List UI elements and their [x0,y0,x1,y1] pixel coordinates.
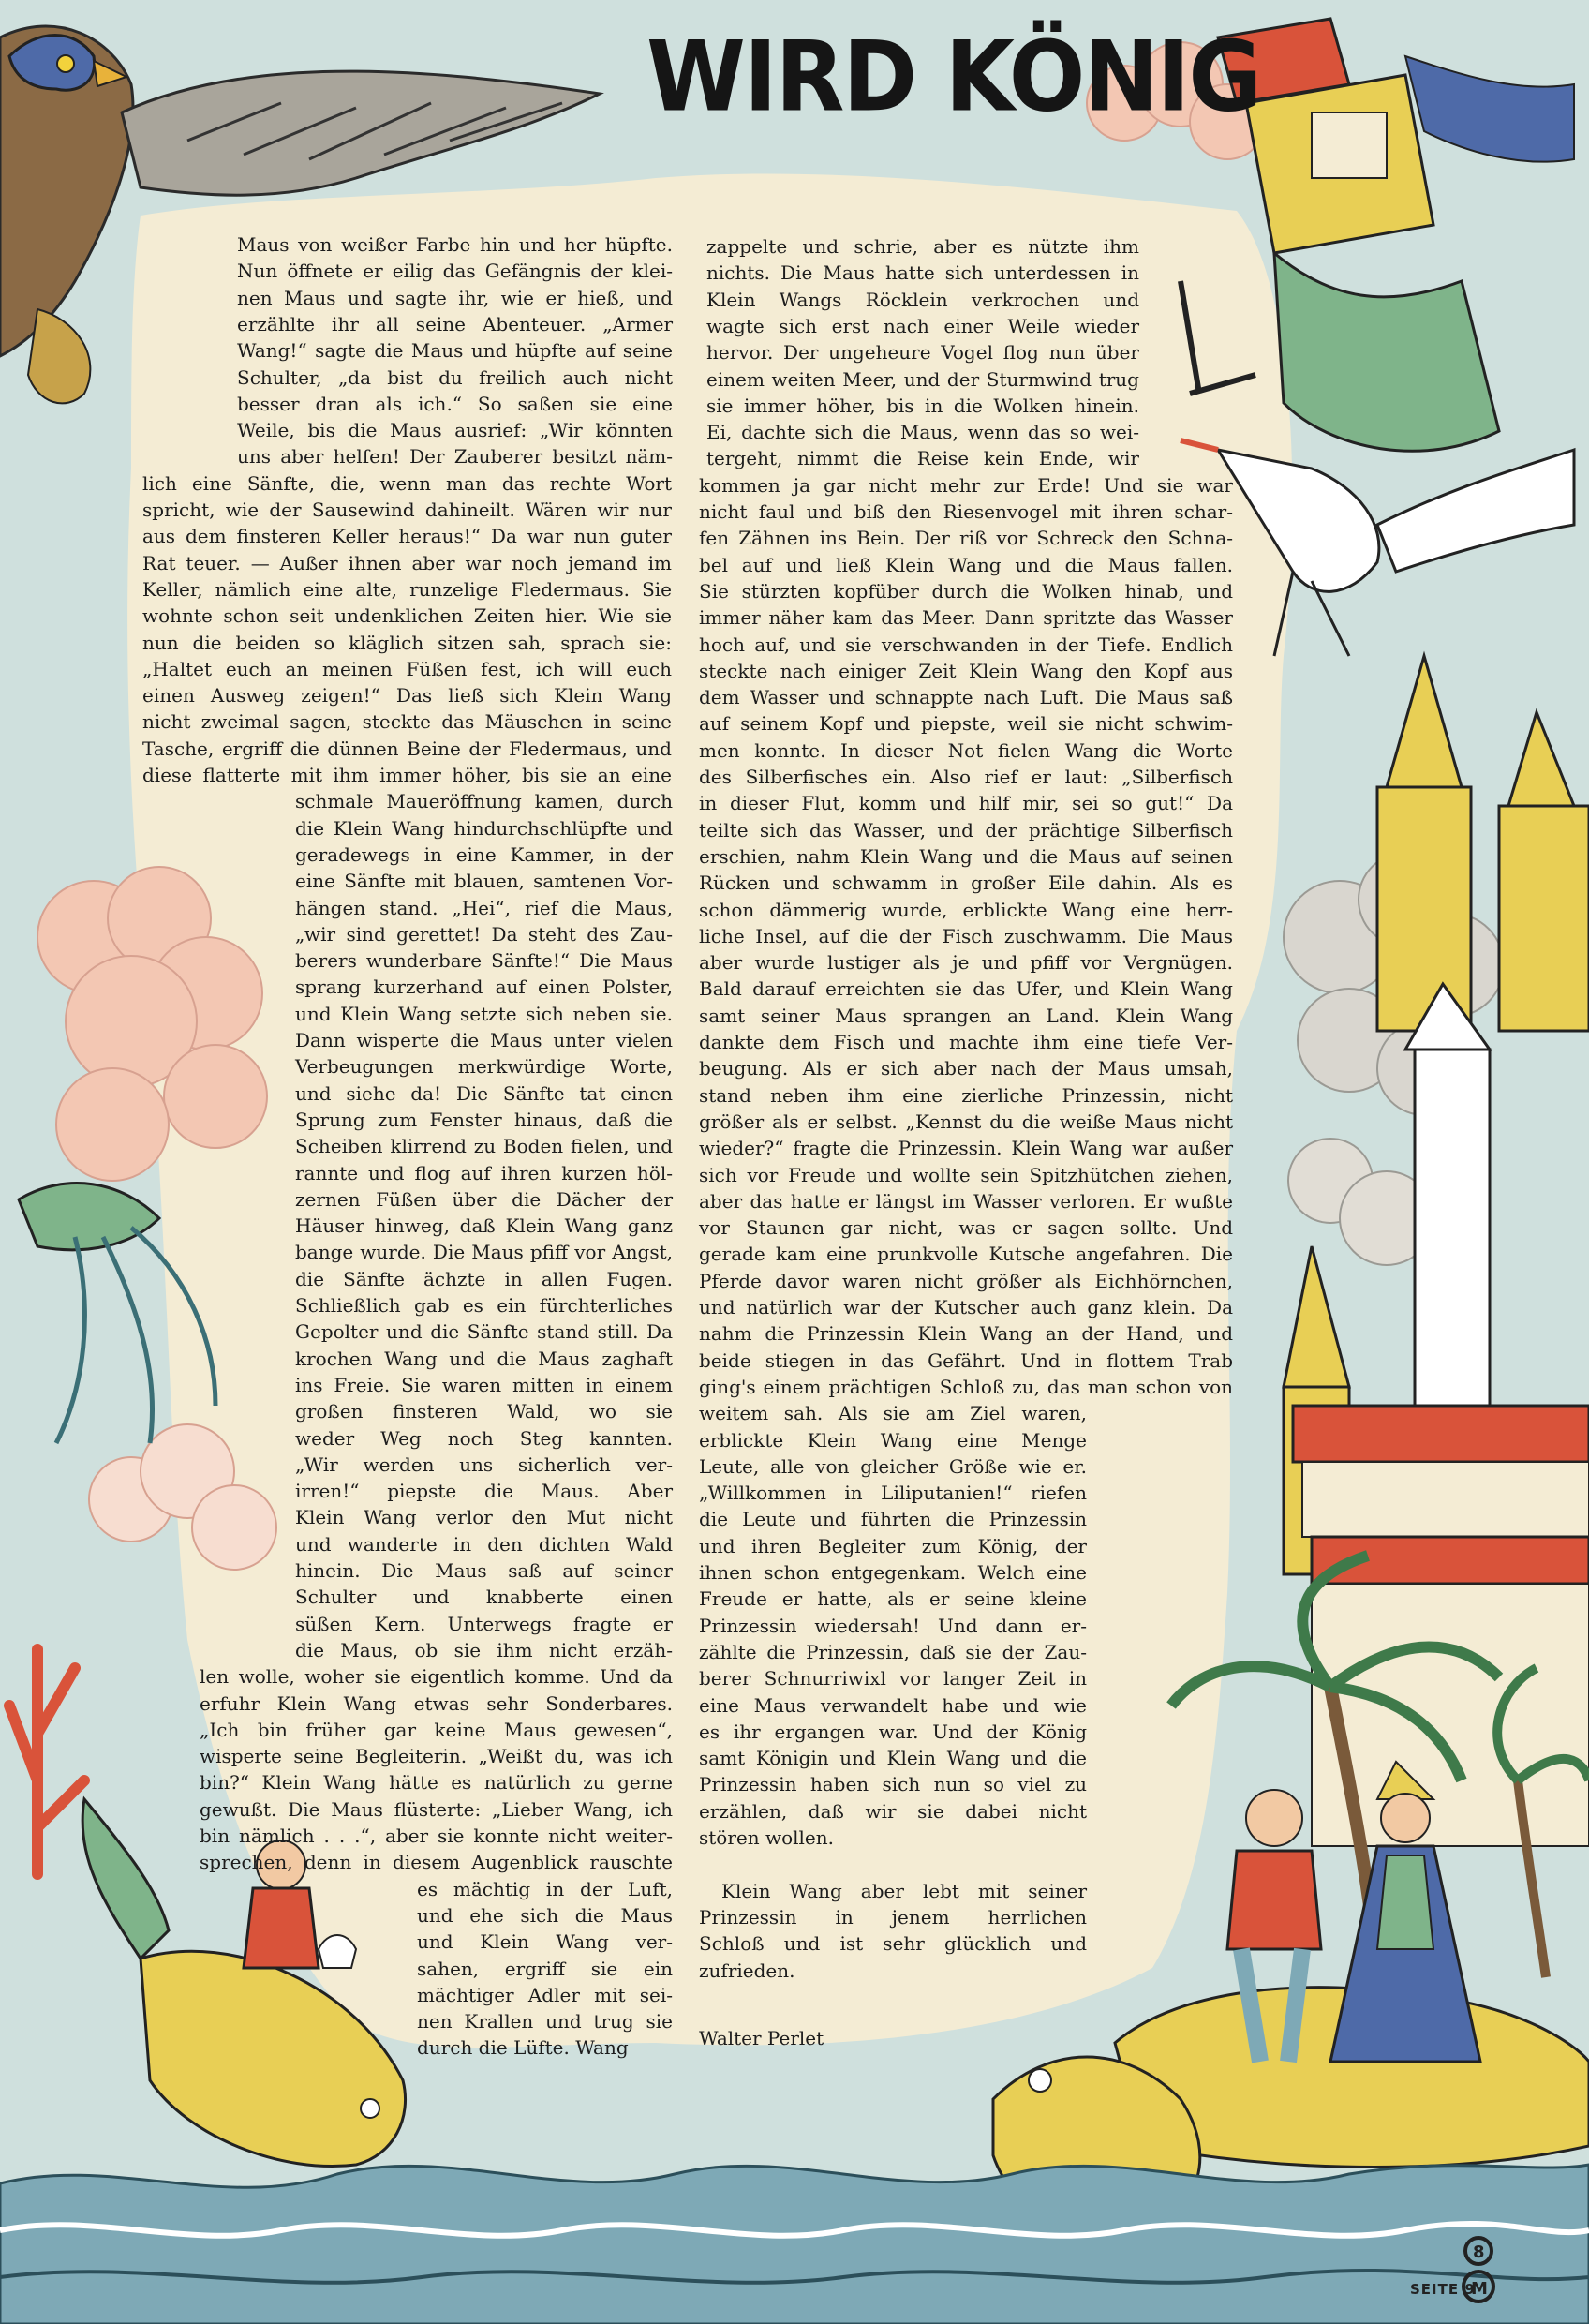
right-column-line: steckte nach einiger Zeit Klein Wang den Kopf aus [699,659,1233,682]
right-column-line: nahm die Prinzessin Klein Wang an der Hand, und [699,1322,1233,1346]
left-column-line: ins Freie. Sie waren mitten in einem [295,1373,673,1396]
right-column-line: wieder?“ fragte die Prinzessin. Klein Wang war außer [699,1137,1233,1160]
left-column-line: Weile, bis die Maus ausrief: „Wir könnten [237,419,673,442]
right-column-line: „Willkommen in Liliputanien!“ riefen [699,1482,1087,1505]
right-column-line: Prinzessin wiedersah! Und dann er- [699,1614,1087,1637]
right-column-line: erschien, nahm Klein Wang und die Maus auf seinen [699,844,1233,868]
logo-letter: M [1471,2279,1488,2299]
left-column-line: schmale Maueröffnung kamen, durch [295,790,673,813]
right-column-line: Rücken und schwamm in großer Eile dahin. Als es [699,872,1233,895]
left-column-line: Häuser hinweg, daß Klein Wang ganz [295,1214,673,1238]
right-column-line: hervor. Der ungeheure Vogel flog nun über [706,341,1139,365]
left-column-line: nun die beiden so kläglich sitzen sah, sprach sie: [142,631,672,654]
left-column-line: Schulter und knabberte einen [295,1586,673,1609]
right-column-line: dem Wasser und schnappte nach Luft. Die Maus saß [699,686,1233,709]
left-column-line: und ehe sich die Maus [417,1903,673,1927]
left-column-line: uns aber helfen! Der Zauberer besitzt näm- [237,445,673,469]
left-column-line: „Ich bin früher gar keine Maus gewesen“, [200,1718,673,1741]
right-column-line: liche Insel, auf die der Fisch zuschwamm. Die Maus [699,924,1233,947]
left-column-line: und wanderte in den dichten Wald [295,1532,673,1556]
right-column-line: in dieser Flut, komm und hilf mir, sei so gut!“ Da [699,792,1233,815]
left-column-line: Gepolter und die Sänfte stand still. Da [295,1320,673,1344]
coral-illustration [9,1649,84,1874]
right-column-line: Sie stürzten kopfüber durch die Wolken hinab, und [699,579,1233,603]
left-column-line: Maus von weißer Farbe hin und her hüpfte. [237,233,673,256]
right-column-line: sie immer höher, bis in die Wolken hinein. [706,394,1139,417]
right-column-line: Klein Wang aber lebt mit seiner [721,1879,1087,1902]
right-column-line: Bald darauf erreichten sie das Ufer, und Klein Wang [699,977,1233,1001]
right-column-line: stand neben ihm eine zierliche Prinzessin, nicht [699,1083,1233,1107]
left-column-line: Klein Wang verlor den Mut nicht [295,1506,673,1529]
right-column-line: teilte sich das Wasser, und der prächtige Silberfisch [699,818,1233,842]
right-column-line: aber wurde lustiger als je und pfiff vor Vergnügen. [699,951,1233,975]
right-column-line: schon dämmerig wurde, erblickte Wang eine herr- [699,898,1233,921]
right-column-line: es ihr ergangen war. Und der König [699,1720,1087,1743]
left-column-line: eine Sänfte mit blauen, samtenen Vor- [295,870,673,893]
right-column-line: tergeht, nimmt die Reise kein Ende, wir [706,447,1139,470]
right-column-line: einem weiten Meer, und der Sturmwind trug [706,367,1139,391]
left-column-line: sprang kurzerhand auf einen Polster, [295,976,673,999]
left-column-line: Nun öffnete er eilig das Gefängnis der klei- [237,260,673,283]
right-column-line: Leute, alle von gleicher Größe wie er. [699,1454,1087,1478]
right-column-line: Ei, dachte sich die Maus, wenn das so wei- [706,421,1139,444]
left-column-line: hängen stand. „Hei“, rief die Maus, [295,896,673,919]
right-column-line: ihnen schon entgegenkam. Welch eine [699,1561,1087,1584]
right-column-line: vor Staunen gar nicht, was er sagen sollte. Und [699,1216,1233,1240]
left-column-line: lich eine Sänfte, die, wenn man das rechte Wort [142,471,672,495]
right-column-line: wagte sich erst nach einer Weile wieder [706,314,1139,337]
left-column-line: Scheiben klirrend zu Boden fielen, und [295,1135,673,1158]
right-column-line: größer als er selbst. „Kennst du die weiße Maus nicht [699,1110,1233,1133]
right-column-line: erzählen, daß wir sie dabei nicht [699,1799,1087,1823]
right-column-line: zählte die Prinzessin, daß sie der Zau- [699,1640,1087,1663]
left-column-line: berers wunderbare Sänfte!“ Die Maus [295,949,673,973]
left-column-line: Schließlich gab es ein fürchterliches [295,1294,673,1317]
left-column-line: geradewegs in eine Kammer, in der [295,842,673,866]
left-column-line: sahen, ergriff sie ein [417,1957,673,1980]
left-column-line: sprechen, denn in diesem Augenblick rauschte [200,1851,673,1874]
page-number: SEITE 9 [1410,2281,1476,2298]
left-column-line: „Haltet euch an meinen Füßen fest, ich will euch [142,657,672,680]
left-column-line: diese flatterte mit ihm immer höher, bis sie an eine [142,764,672,786]
right-column-line: Klein Wangs Röcklein verkrochen und [706,288,1139,311]
right-column-line: fen Zähnen ins Bein. Der riß vor Schreck den Schna- [699,527,1233,550]
right-column-line: Prinzessin in jenem herrlichen [699,1905,1087,1929]
left-column-line: nicht zweimal sagen, steckte das Mäuschen in seine [142,710,672,734]
left-column-line: süßen Kern. Unterwegs fragte er [295,1612,673,1635]
left-column-line: Keller, nämlich eine alte, runzelige Fledermaus. Sie [142,577,672,601]
left-column-line: nen Maus und sagte ihr, wie er hieß, und [237,286,673,309]
left-column-line: irren!“ piepste die Maus. Aber [295,1480,673,1503]
left-column-line: zernen Füßen über die Dächer der [295,1187,673,1211]
right-column-line: zappelte und schrie, aber es nützte ihm [706,235,1139,258]
left-column-line: großen finsteren Wald, wo sie [295,1400,673,1423]
right-column-line: men konnte. In dieser Not fielen Wang die Worte [699,738,1233,762]
left-column-line: aus dem finsteren Keller heraus!“ Da war nun guter [142,525,672,548]
left-column-line: und Klein Wang setzte sich neben sie. [295,1002,673,1025]
left-column-line: gewußt. Die Maus flüsterte: „Lieber Wang, ich [200,1797,673,1821]
left-column-line: und siehe da! Die Sänfte tat einen [295,1081,673,1105]
cloud-right-lower [1288,1139,1433,1265]
left-column-line: krochen Wang und die Maus zaghaft [295,1347,673,1370]
left-column-line: „wir sind gerettet! Da steht des Zau- [295,922,673,946]
right-column-line: sich vor Freude und wollte sein Spitzhütchen ziehen, [699,1163,1233,1186]
right-column-line: aber das hatte er längst im Wasser verloren. Er wußte [699,1189,1233,1213]
right-column-line: ging's einem prächtigen Schloß zu, das man schon von [699,1375,1233,1398]
right-column-line: die Leute und führten die Prinzessin [699,1508,1087,1531]
right-column-line: zufrieden. [699,1959,795,1982]
right-column-line: hoch auf, und sie verschwanden in der Tiefe. Endlich [699,633,1233,656]
right-column-line: stören wollen. [699,1826,835,1849]
left-column-line: „Wir werden uns sicherlich ver- [295,1452,673,1476]
right-column-line: samt seiner Maus sprangen an Land. Klein Wang [699,1004,1233,1027]
temple-illustration [1284,656,1589,1846]
right-column-line: weitem sah. Als sie am Ziel waren, [699,1402,1087,1425]
left-column-line: wisperte seine Begleiterin. „Weißt du, was ich [200,1745,673,1768]
right-column-line: nicht faul und biß den Riesenvogel mit ihren schar- [699,500,1233,523]
right-column-line: erblickte Klein Wang eine Menge [699,1428,1087,1452]
left-column-line: erfuhr Klein Wang etwas sehr Sonderbares. [200,1691,673,1715]
left-column-line: und Klein Wang ver- [417,1930,673,1954]
left-column-line: Sprung zum Fenster hinaus, daß die [295,1108,673,1131]
left-column-line: rannte und flog auf ihren kurzen höl- [295,1161,673,1184]
left-column-line: bange wurde. Die Maus pfiff vor Angst, [295,1241,673,1264]
left-column-line: Dann wisperte die Maus unter vielen [295,1029,673,1051]
left-column-line: Rat teuer. — Außer ihnen aber war noch jemand im [142,551,672,574]
right-column-line: und natürlich war der Kutscher auch ganz klein. Da [699,1296,1233,1318]
right-column-line: gerade kam eine prunkvolle Kutsche angefahren. Die [699,1243,1233,1266]
left-column-line: bin?“ Klein Wang hätte es natürlich zu gerne [200,1771,673,1795]
left-column-line: weder Weg noch Steg kannten. [295,1426,673,1450]
right-column-line: eine Maus verwandelt habe und wie [699,1693,1087,1717]
right-column-line: berer Schnurriwixl vor langer Zeit in [699,1667,1087,1691]
left-column-line: nen Krallen und trug sie [417,2010,673,2034]
right-column-line: dankte dem Fisch und machte ihm eine tiefe Ver- [699,1031,1233,1053]
page-title: WIRD KÖNIG [646,20,1261,134]
right-column-line: immer näher kam das Meer. Dann spritzte das Wasser [699,606,1233,630]
right-column-line: beide stiegen in das Gefährt. Und in flottem Trab [699,1348,1233,1372]
left-column-line: wohnte schon seit undenklichen Zeiten hier. Wie sie [142,604,672,628]
left-column-line: Schulter, „da bist du freilich auch nicht [237,365,673,389]
left-column-line: Tasche, ergriff die dünnen Beine der Fledermaus, und [142,737,672,760]
left-column-line: durch die Lüfte. Wang [417,2036,629,2060]
right-column-line: Prinzessin haben sich nun so viel zu [699,1773,1087,1796]
right-column-line: auf seinem Kopf und piepste, weil sie nicht schwim- [699,712,1233,736]
author-name: Walter Perlet [699,2027,824,2049]
right-column-line: des Silberfisches ein. Also rief er laut: „Silberfisch [699,766,1233,788]
right-column-line: nichts. Die Maus hatte sich unterdessen in [706,261,1139,285]
left-column-line: die Sänfte ächzte in allen Fugen. [295,1267,673,1290]
right-column-line: beugung. Als er sich aber nach der Maus umsah, [699,1057,1233,1080]
left-column-line: mächtiger Adler mit sei- [417,1983,673,2006]
left-column-line: erzählte ihr all seine Abenteuer. „Armer [237,312,673,335]
right-column-line: Freude er hatte, als er seine kleine [699,1587,1087,1611]
right-column-line: und ihren Begleiter zum König, der [699,1534,1087,1557]
logo-number: 8 [1473,2242,1485,2262]
left-column-line: es mächtig in der Luft, [417,1877,673,1900]
right-column-line: bel auf und ließ Klein Wang und die Maus fallen. [699,553,1233,576]
left-column-line: einen Ausweg zeigen!“ Das ließ sich Klein Wang [142,684,672,708]
left-column-line: len wolle, woher sie eigentlich komme. Und da [200,1665,673,1689]
right-column-line: samt Königin und Klein Wang und die [699,1747,1087,1770]
left-column-line: die Klein Wang hindurchschlüpfte und [295,816,673,840]
left-column-line: bin nämlich . . .“, aber sie konnte nicht weiter- [200,1825,673,1847]
left-column-line: spricht, wie der Sausewind dahineilt. Wären wir nur [142,499,672,521]
right-column-line: Pferde davor waren nicht größer als Eichhörnchen, [699,1269,1233,1292]
left-column-line: die Maus, ob sie ihm nicht erzäh- [295,1638,673,1661]
left-column-line: Verbeugungen merkwürdige Worte, [295,1055,673,1079]
left-column-line: Wang!“ sagte die Maus und hüpfte auf seine [237,339,673,363]
left-column-line: hinein. Die Maus saß auf seiner [295,1559,673,1582]
sea-waves [0,2165,1589,2324]
left-column-line: besser dran als ich.“ So saßen sie eine [237,392,673,415]
right-column-line: kommen ja gar nicht mehr zur Erde! Und sie war [699,473,1233,497]
right-column-line: Schloß und ist sehr glücklich und [699,1932,1087,1956]
